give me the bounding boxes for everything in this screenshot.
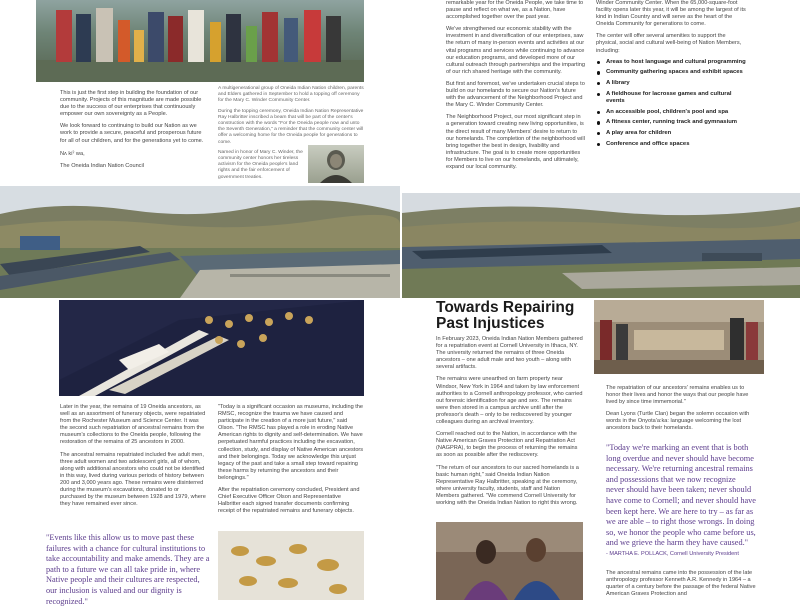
remains-unearthed-paragraph: The remains were unearthed on farm property near Windsor, New York in 1964 and taken by law enforcement authorities to a Cornell anthropology professor, who carried out forensic identification for age and sex. The remains were then stored in a campus archive until after the professor's death – only to be rediscovered by younger colleagues during an archival inventory.	[436, 376, 583, 426]
intro-paragraph: This is just the first step in building the foundation of our community. Projects of this magnitude are made possible due to the success of our enterprises that continuously empower our own sovereignty as a People.	[60, 90, 202, 118]
center-opening-paragraph: Winder Community Center. When the 65,000-square-foot facility opens later this year, it will be among the largest of its kind in Indian Country and will serve as the heart of the Oneida Community for generations to come.	[596, 0, 746, 28]
portrait-figure	[308, 145, 364, 183]
lyons-text	[606, 385, 756, 438]
rmsc-column-left	[60, 404, 206, 513]
kennedy-paragraph: The ancestral remains came into the possession of the late anthropology professor Kenneth A.R. Kennedy in 1964 – a quarter of a century before the passage of the federal Native American Graves Protection and	[606, 570, 756, 598]
pollack-attribution: - MARTHA E. POLLACK, Cornell University President	[606, 551, 739, 557]
caption-mary-winder: Named in honor of Mary C. Winder, the community center honors her tireless activism for the Oneida people's land rights and the fair enforcement of government treaties.	[218, 149, 303, 180]
rmsc-column-right	[218, 404, 364, 520]
caption-topping-ceremony: During the topping ceremony, Oneida Indian Nation Representative Ray Halbritter inscribed a beam that will be part of the center's construction with the words "For the Oneida people now and unto the Seventh Generation," a reminder that the community center will offer a welcoming home for the Oneida people for generations to come.	[218, 108, 364, 145]
beadwork-photo	[218, 531, 364, 600]
community-center-landscape-left	[0, 186, 400, 298]
homelands-paragraph: But first and foremost, we've undertaken crucial steps to build on our homelands to secure our Nation's future with the advancement of the Neighborhood Project and the Mary C. Winder Community Center.	[446, 80, 585, 109]
ceremony-speakers-photo	[436, 522, 583, 600]
ceremony-hall-photo	[594, 300, 764, 374]
amenity-item: Community gathering spaces and exhibit spaces	[596, 69, 746, 76]
nagpra-paragraph: Cornell reached out to the Nation, in accordance with the Native American Graves Protection and Repatriation Act (NAGPRA), to begin the process of returning the remains as soon as possible after the rediscovery.	[436, 431, 578, 459]
caption-group-photo: A multigenerational group of Oneida Indian Nation children, parents and Elders gathered in September to hold a topping off ceremony for the Mary C. Winder Community Center.	[218, 86, 364, 104]
community-center-text	[596, 0, 746, 151]
amenity-item: A fitness center, running track and gymnasium	[596, 119, 746, 126]
signoff-text: Nʌ kiˀ wa,	[60, 150, 85, 157]
amenity-item: A play area for children	[596, 130, 746, 137]
economic-paragraph: We've strengthened our economic stability with the investment in and diversification of our enterprises, saw the return of many in-person events and activities at our vital programs and services while continuing to advance our education programs, and developed more of our cultural outreach through partnerships and the imparting of our rich shared heritage with the community.	[446, 26, 585, 75]
amenities-intro: The center will offer several amenities to support the physical, social and cultural well-being of Nation Members, including:	[596, 33, 742, 54]
transfer-documents-paragraph: After the repatriation ceremony concluded, President and Chief Executive Officer Olson and Representative Halbritter each signed transfer documents confirming receipt of the repatriated remains and funerary objects.	[218, 487, 360, 515]
ceremony-hall-scene	[594, 300, 764, 374]
landscape-scene-left	[0, 186, 400, 298]
cornell-event-paragraph: In February 2023, Oneida Indian Nation Members gathered for a repatriation event at Cornell University in Ithaca, NY. The university returned the remains of three Oneida ancestors – one adult male and two youth – along with several artifacts.	[436, 336, 583, 371]
amenity-item: Areas to host language and cultural programming	[596, 59, 746, 66]
speakers-figures	[436, 522, 583, 600]
honor-lives-paragraph: The repatriation of our ancestors' remains enables us to honor their lives and honor the ways that our people have lived by since time immemorial."	[606, 385, 749, 406]
cloth-and-objects	[59, 300, 364, 396]
ceremony-group-figures	[36, 0, 364, 82]
section-headline: Towards Repairing Past Injustices	[436, 299, 575, 332]
look-forward-paragraph: We look forward to continuing to build our Nation as we work to provide a secure, peaceful and prosperous future for all of our children, and for the generations yet to come.	[60, 123, 204, 144]
amenity-item: Conference and office spaces	[596, 141, 746, 148]
accountability-pull-quote: "Events like this allow us to move past these failures with a chance for cultural institutions to take accountability and make amends. They are a path to a future we can all take pride in, where Native people and their cultures are respected, our inclusion is valued and our dignity is recognized."	[46, 533, 210, 606]
amenity-item: An accessible pool, children's pool and spa	[596, 109, 746, 116]
mary-winder-portrait	[308, 145, 364, 183]
council-signature: The Oneida Indian Nation Council	[60, 162, 144, 169]
neighborhood-paragraph: The Neighborhood Project, our most significant step in a generation toward creating new living opportunities, is the direct result of many Members' desire to return to our homelands. The completion of the neighborhood will bring together the best in design, livability and infrastructure. The goal is to create more opportunities for Members to live on our homelands, and ultimately, expand our local community.	[446, 114, 585, 170]
ceremony-group-photo	[36, 0, 364, 82]
pollack-pull-quote: "Today we're marking an event that is both long overdue and never should have become necessary. We're returning ancestral remains and possessions that we now recognize never should have been taken; never should have come to Cornell; and never should have been kept here. We are here to try – as far as we are able – to right those wrongs. In doing so, we honor the people who came before us, and we grieve the harm they have caused."	[606, 443, 756, 548]
rmsc-repatriation-paragraph: Later in the year, the remains of 19 Oneida ancestors, as well as an assortment of funerary objects, were repatriated from the Rochester Museum and Science Center. It was the second such repatriation of ancestral remains from the museum's collections to the Oneida people, following the restoration of the remains of 25 ancestors in 2000.	[60, 404, 206, 446]
amenity-item: A fieldhouse for lacrosse games and cultural events	[596, 91, 746, 105]
remains-detail-paragraph: The ancestral remains repatriated included five adult men, three adult women and two adolescent girls, all of whom, along with additional ancestors who could not be identified in this way, lived during various periods of history between 200 and 3,000 years ago. These remains were disinterred during the museum's excavations, donated to or purchased by the museum between 1928 and 1979, where they have remained ever since.	[60, 451, 206, 508]
halbritter-quote-paragraph: "The return of our ancestors to our sacred homelands is a basic human right," said Oneida Indian Nation Representative Ray Halbritter, speaking at the ceremony, where university faculty, students, staff and Nation Members gathered. "We commend Cornell University for working with the Oneida Indian Nation to right this wrong.	[436, 464, 579, 506]
community-center-landscape-right	[402, 193, 800, 298]
intro-text-block	[60, 90, 205, 175]
reflection-paragraph: remarkable year for the Oneida People, we take time to pause and reflect on what we, as a Nation, have accomplished together over the past year.	[446, 0, 584, 21]
dean-lyons-paragraph: Dean Lyons (Turtle Clan) began the solemn occasion with words in the Onyota'a:ka: language welcoming the lost ancestors back to their homelands.	[606, 411, 750, 432]
olson-quote-paragraph: "Today is a significant occasion as museums, including the RMSC, recognize the trauma we have caused and participate in the creation of a more just future," said Olson. "The RMSC has played a role in eroding Native American rights to dignity and self-determination. We have perpetuated harmful practices including the excavation, collection, study, and display of Native American ancestors and their belongings. Today we acknowledge this unjust legacy of the past and take a small step toward repairing these harms by returning the ancestors and their belongings."	[218, 404, 364, 481]
funerary-objects-photo	[59, 300, 364, 396]
landscape-scene-right	[402, 193, 800, 298]
beadwork-objects	[218, 531, 364, 600]
amenities-list	[596, 59, 746, 148]
amenity-item: A library	[596, 80, 746, 87]
year-review-text	[446, 0, 585, 176]
cornell-repatriation-text	[436, 336, 584, 512]
